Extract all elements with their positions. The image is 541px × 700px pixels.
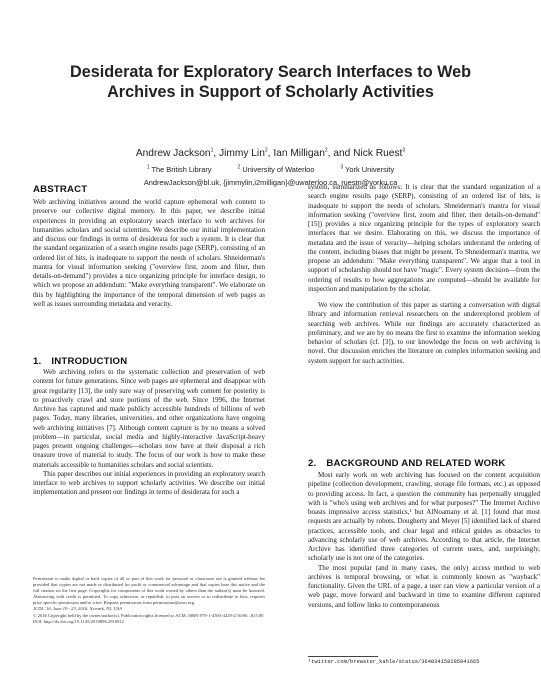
affiliation bbox=[238, 165, 315, 174]
affiliation-name: University of Waterloo bbox=[242, 165, 315, 174]
affiliation bbox=[340, 165, 394, 174]
author-separator: , bbox=[267, 148, 274, 159]
background-heading bbox=[308, 458, 506, 469]
author-affil-mark: 2 bbox=[324, 147, 328, 154]
affiliation-list bbox=[20, 165, 521, 174]
author-name: Andrew Jackson bbox=[135, 148, 211, 159]
affiliation-mark: 2 bbox=[237, 164, 241, 171]
intro-paragraph: Web archiving refers to the systematic collection and preservation of web content for future generations. Since web pages are ephemeral and disappear with great regularity [13], the only sure way of preserving web content for posterity is to proactively crawl and store portions of the web. Since 1996, the Internet Archive has captured and made publicly accessible hundreds of billions of web pages. Today, many libraries, universities, and other organizations have ongoing web archiving initiatives [7]. Although content capture is by no means a solved problem—in particular, social media and highly-interactive JavaScript-heavy pages present ongoing challenges—scholars now have at their disposal a rich treasure trove of material to study. The focus of our work is how to make these materials accessible to humanities scholars and social scientists. bbox=[33, 368, 265, 469]
footnote: ¹twitter.com/brewster_kahle/status/364834158285041665 bbox=[308, 659, 480, 665]
background-paragraph: Most early work on web archiving has focused on the content acquisition pipeline (collection development, crawling, storage file formats, etc.) as opposed to providing access. In fact, a question the community has perpetually struggled with is "who's using web archives and for what purposes?" The Internet Archive boasts impressive access statistics,¹ but AlNoamany et al. [1] found that most requests are actually by robots. Dougherty and Meyer [5] identified lack of shared practices, accessible tools, and clear legal and ethical guides as obstacles to advancing scholarly use of web archives. According to that article, the Internet Archive has identified three categories of current users, and, surprisingly, scholarly use is not one of the categories. bbox=[308, 471, 540, 563]
title-line-1: Desiderata for Exploratory Search Interfaces to Web bbox=[70, 63, 471, 81]
paper-title bbox=[30, 62, 511, 102]
section-number: 2. bbox=[308, 458, 317, 469]
affiliation-mark: 3 bbox=[340, 164, 344, 171]
author-name: Nick Ruest bbox=[353, 148, 403, 159]
affiliation-name: The British Library bbox=[151, 165, 212, 174]
author-separator: , bbox=[213, 148, 220, 159]
body-paragraph: We view the contribution of this paper as starting a conversation with digital library and information retrieval researchers on the underexplored problem of searching web archives. While our findings are accurately characterized as preliminary, and we are by no means the first to examine the information seeking behavior of scholars (cf. [3]), to our knowledge the focus on web archiving is novel. Our discussion enriches the literature on complex information seeking and system support for such activities. bbox=[308, 301, 540, 365]
section-number: 1. bbox=[33, 356, 42, 367]
affiliation-mark: 1 bbox=[146, 164, 150, 171]
background-body bbox=[308, 471, 540, 610]
body-paragraph: system, summarized as follows: It is clear that the standard organization of a search engine results page (SERP), consisting of an ordered list of hits, is inadequate to support the needs of scholars. Shneiderman's mantra for visual information seeking ("overview first, zoom and filter, then details-on-demand" [15]) provides a nice organizing principle for the types of exploratory search interfaces that we desire. Elaborating on this, we discuss the importance of metadata and the issue of veracity—helping scholars understand the ordering of the content, including biases that might be present. To Shneiderman's mantra, we propose an addendum: "Make everything transparent". We argue that a tool in support of scholarship should not have "magic". Every system decision—from the ordering of results to how aggregations are computed—should be available for inspection and manipulation by the scholar. bbox=[308, 183, 540, 293]
intro-heading bbox=[33, 356, 127, 367]
right-column-body bbox=[308, 183, 540, 366]
author-affil-mark: 3 bbox=[402, 147, 406, 154]
affiliation bbox=[147, 165, 212, 174]
author-affil-mark: 1 bbox=[210, 147, 214, 154]
section-title: BACKGROUND AND RELATED WORK bbox=[326, 458, 506, 469]
author-emails: AndrewJackson@bl.uk, {jimmylin,i2milligan}@uwaterloo.ca, ruestn@yorku.ca bbox=[143, 178, 398, 187]
conference-line: JCDL '16, June 19 - 23, 2016, Newark, NJ, USA bbox=[33, 606, 122, 612]
abstract-text: Web archiving initiatives around the world capture ephemeral web content to preserve our collective digital memory. In this paper, we describe initial experiences in providing an exploratory search interface to web archives for humanities scholars and social scientists. We describe our initial implementation and discuss our findings in terms of desiderata for such a system. It is clear that the standard organization of a search engine results page (SERP), consisting of an ordered list of hits, is inadequate to support the needs of scholars. Shneiderman's mantra for visual information seeking ("overview first, zoom and filter, then details-on-demand") provides a nice organizing principle for interface design, to which we propose an addendum: "Make everything transparent". We elaborate on this by highlighting the importance of the temporal dimension of web pages as well as issues surrounding metadata and veracity. bbox=[33, 198, 265, 308]
permission-text: Permission to make digital or hard copies of all or part of this work for personal or classroom use is granted without fee provided that copies are not made or distributed for profit or commercial advantage and that copies bear this notice and the full citation on the first page. Copyrights for components of this work owned by others than the author(s) must be honored. Abstracting with credit is permitted. To copy otherwise, or republish, to post on servers or to redistribute to lists, requires prior specific permission and/or a fee. Request permissions from permissions@acm.org. bbox=[33, 576, 265, 606]
author-affil-mark: 2 bbox=[264, 147, 268, 154]
background-paragraph: The most popular (and in many cases, the only) access method to web archives is temporal browsing, or what is commonly known as "wayback" functionality. Given the URL of a page, a user can view a particular version of a web page, move forward and backward in time to examine different captured versions, and follow links to contemporaneous bbox=[308, 563, 540, 609]
doi-line: DOI: http://dx.doi.org/10.1145/2910896.2910912 bbox=[33, 618, 124, 624]
author-name: Ian Milligan bbox=[273, 148, 325, 159]
abstract-body bbox=[33, 198, 265, 309]
author-name: Jimmy Lin bbox=[219, 148, 265, 159]
footnote-rule bbox=[308, 656, 378, 657]
permission-block bbox=[33, 576, 265, 625]
intro-body bbox=[33, 368, 265, 498]
abstract-heading: ABSTRACT bbox=[33, 184, 88, 195]
section-title: INTRODUCTION bbox=[51, 356, 128, 367]
copyright-line: © 2016 Copyright held by the owner/author(s). Publication rights licensed to ACM. ISBN 978-1-4503-4229-2/16/06...$15.00 bbox=[33, 612, 264, 618]
intro-paragraph: This paper describes our initial experiences in providing an exploratory search interface to web archives to support scholarly activities. We describe our initial implementation and present our findings in terms of desiderata for such a bbox=[33, 469, 265, 497]
author-list bbox=[20, 148, 521, 159]
author-separator: , and bbox=[327, 148, 354, 159]
title-line-2: Archives in Support of Scholarly Activities bbox=[107, 83, 434, 101]
affiliation-name: York University bbox=[345, 165, 395, 174]
